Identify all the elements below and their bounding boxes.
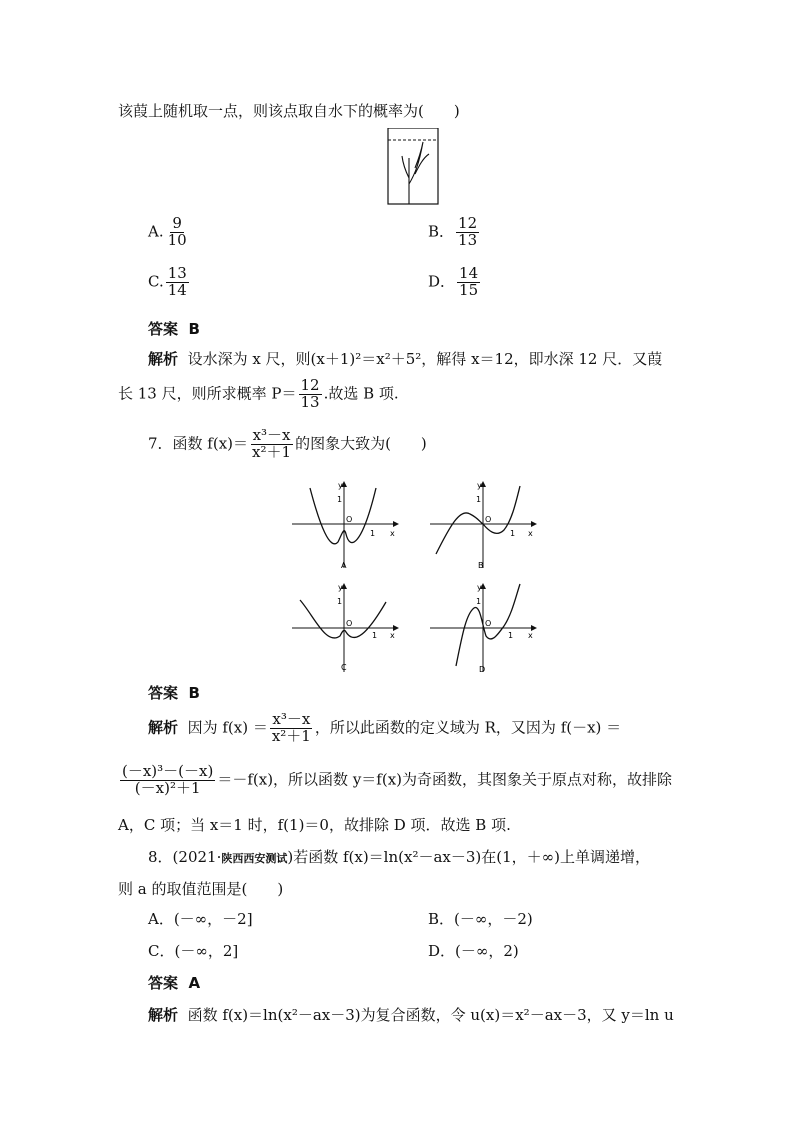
q7-analysis-line2: $\frac{\text{(－x)³－(－x)}}{\text{(－x)²＋1}}$ ＝－f(x)，所以函数 y＝f(x)为奇函数，其图象关于原点对称，故排除 [122,762,673,797]
q7-stem: 7．函数 f(x)＝ $\frac{\text{x³－x}}{\text{x²＋1}}$ 的图象大致为( ) [148,426,427,461]
graph-c-y-label: y [338,583,343,592]
graph-a-label: A [341,561,347,570]
q8-option-a: A．(－∞，－2] [148,910,253,928]
graph-c-one-y: 1 [337,597,343,606]
graph-a-origin: O [346,515,353,524]
graph-c-x-label: x [390,631,395,640]
graph-a-one-y: 1 [337,495,343,504]
graph-b-one-y: 1 [476,495,482,504]
q8-analysis-line1: 解析 函数 f(x)＝ln(x²－ax－3)为复合函数，令 u(x)＝x²－ax－3，又 y＝ln u [148,1006,674,1024]
graph-b-origin: O [485,515,492,524]
q7-graphs [280,476,550,676]
graph-a-one-x: 1 [370,529,376,538]
graph-b-label: B [478,561,484,570]
graph-d-origin: O [485,619,492,628]
q8-option-d: D．(－∞，2) [428,942,519,960]
graph-b [430,481,536,570]
graph-d-label: D [479,665,486,674]
graph-a-x-label: x [390,529,395,538]
q6-analysis-line1: 解析 设水深为 x 尺，则(x＋1)²＝x²＋5²，解得 x＝12，即水深 12 尺．又葭 [148,350,663,368]
graph-d-one-x: 1 [508,631,514,640]
q8-option-c: C．(－∞，2] [148,942,239,960]
graph-c [292,583,398,672]
graph-b-y-label: y [477,481,482,490]
graph-a-y-label: y [338,481,343,490]
graph-b-one-x: 1 [510,529,516,538]
graph-c-label: C [341,663,347,672]
graph-d-x-label: x [528,631,533,640]
q6-option-b: B． $\frac{12}{13}$ [428,214,478,249]
graph-a [292,481,398,570]
q6-option-c: C. $\frac{13}{14}$ [148,264,187,299]
q6-stem: 该葭上随机取一点，则该点取自水下的概率为( ) [118,102,460,120]
reed-water-figure [385,128,441,206]
graph-c-origin: O [346,619,353,628]
q7-answer: 答案 B [148,684,200,702]
graph-d [430,583,536,674]
graph-c-one-x: 1 [372,631,378,640]
q6-option-a: A. $\frac{9}{10}$ [148,214,187,249]
q6-answer: 答案 B [148,320,200,338]
q6-analysis-line2: 长 13 尺，则所求概率 P＝ $\frac{12}{13}$ .故选 B 项. [118,376,399,411]
q8-stem-line1: 8．(2021·陕西西安测试)若函数 f(x)＝ln(x²－ax－3)在(1，＋∞)上单调递增， [148,848,651,866]
q8-answer: 答案 A [148,974,201,992]
q8-option-b: B．(－∞，－2) [428,910,533,928]
q7-analysis-line3: A，C 项；当 x＝1 时，f(1)＝0，故排除 D 项．故选 B 项. [118,816,511,834]
graph-d-one-y: 1 [476,597,482,606]
q6-option-d: D． $\frac{14}{15}$ [428,264,479,299]
q8-stem-line2: 则 a 的取值范围是( ) [118,880,284,898]
graph-d-y-label: y [477,583,482,592]
graph-b-x-label: x [528,529,533,538]
q7-analysis-line1: 解析 因为 f(x) ＝ $\frac{\text{x³－x}}{\text{x²＋1}}$ ，所以此函数的定义域为 R，又因为 f(－x) ＝ [148,710,622,745]
